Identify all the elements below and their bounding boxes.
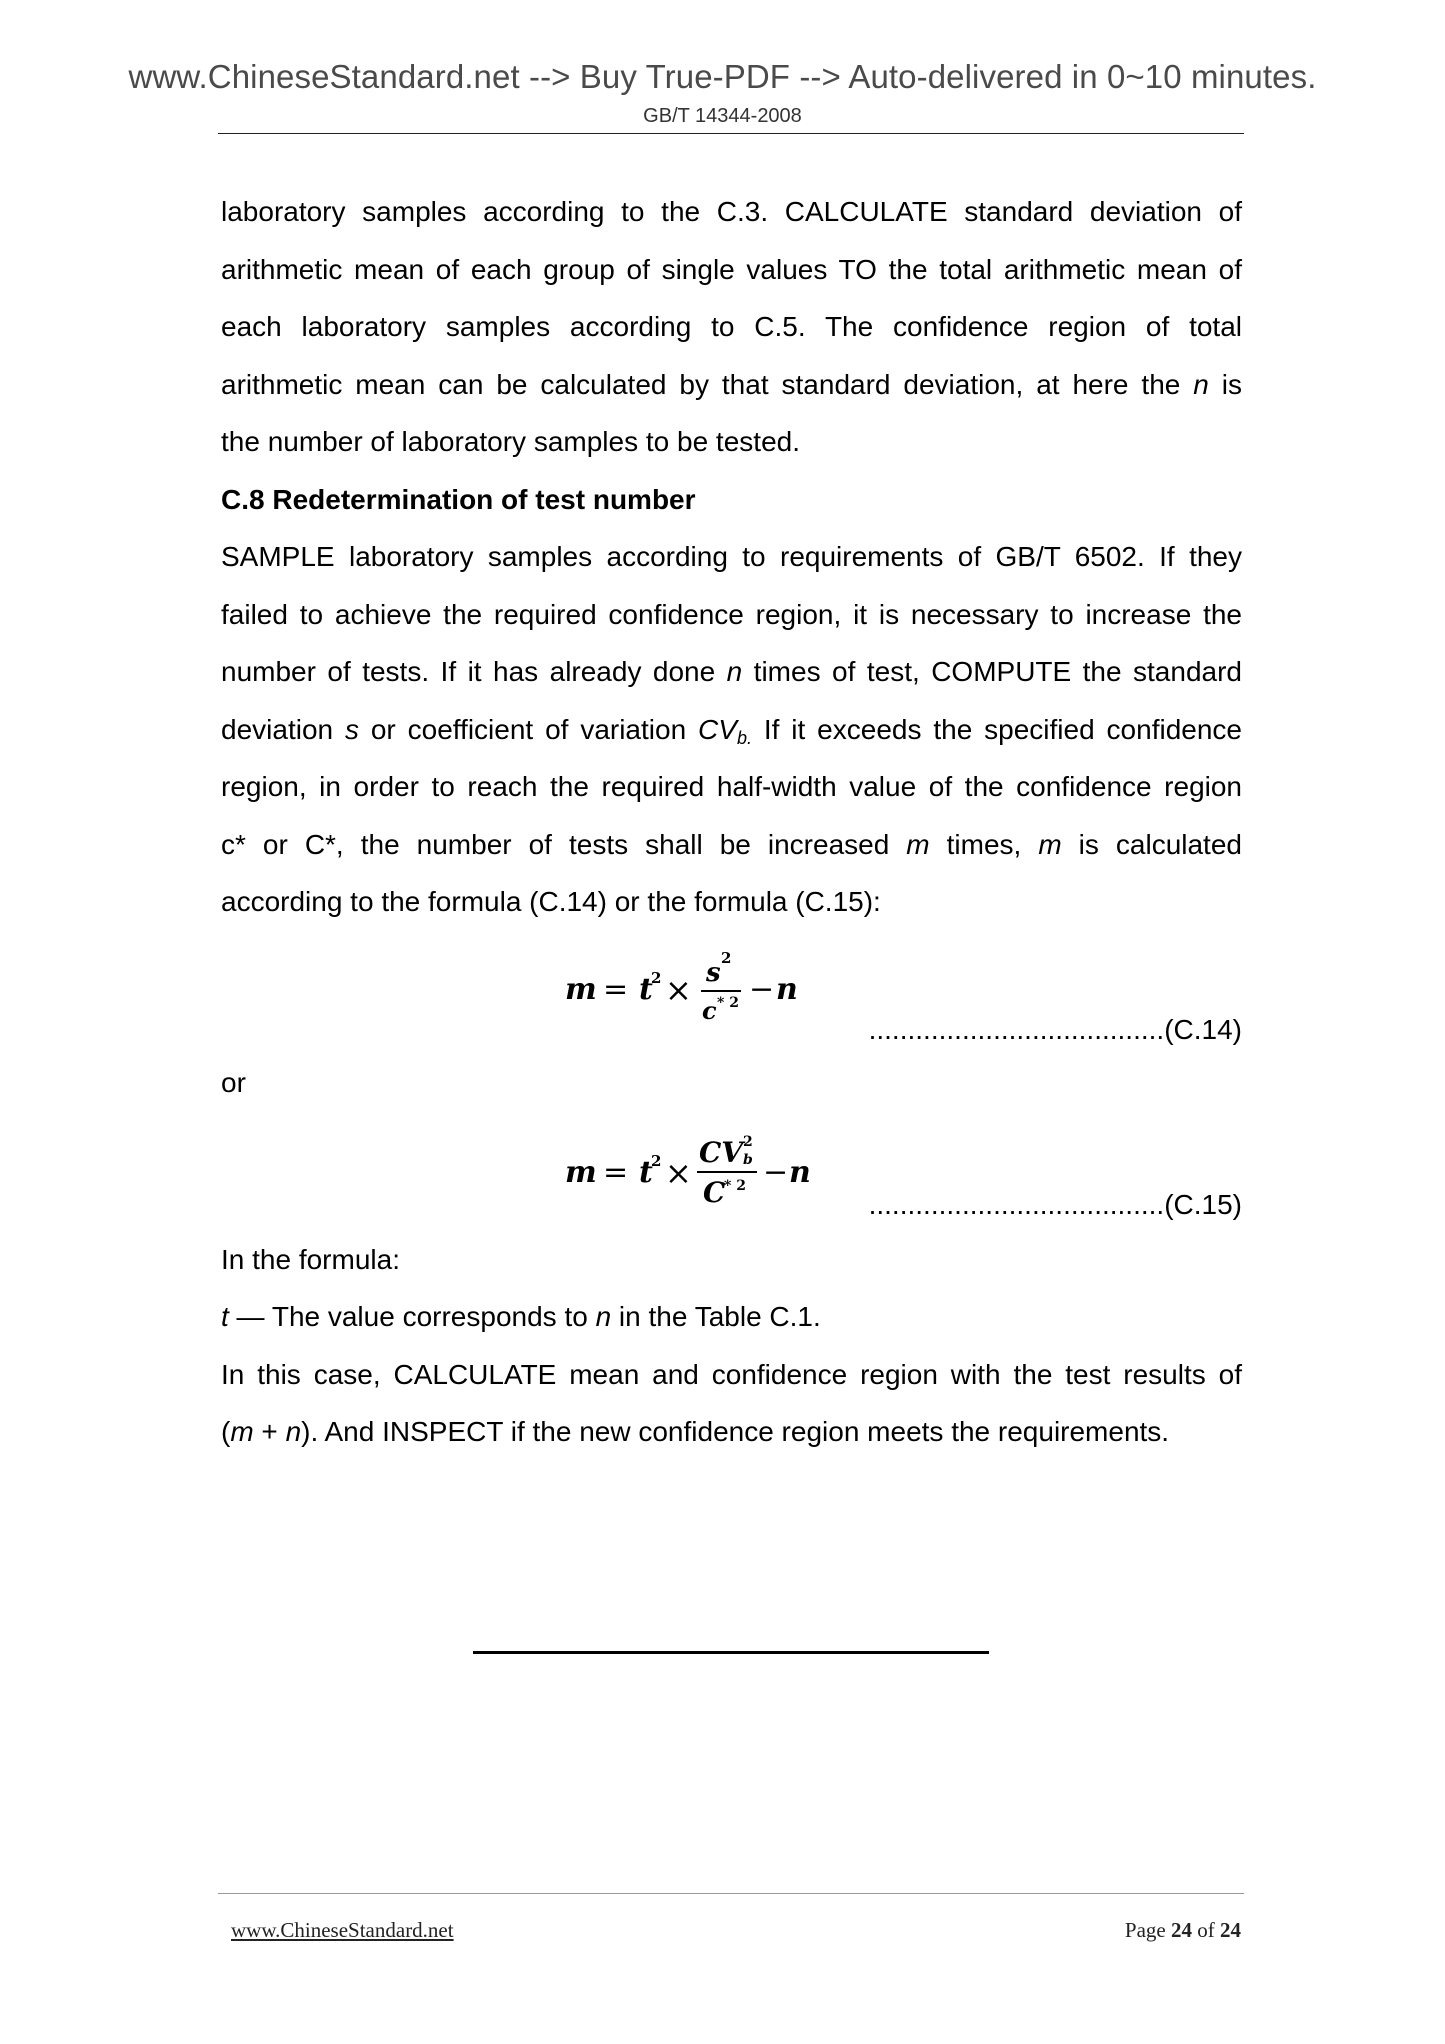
svg-text:2: 2 bbox=[651, 1151, 662, 1170]
text-line: (m + n). And INSPECT if the new confidence region meets the requirements. bbox=[221, 1416, 1170, 1447]
where-intro: In the formula: bbox=[221, 1243, 400, 1275]
text-line: arithmetic mean can be calculated by that standard deviation, at here the n is bbox=[221, 368, 1243, 400]
text-line: failed to achieve the required confidence region, it is necessary to increase the bbox=[221, 598, 1242, 630]
text-line: region, in order to reach the required half-width value of the confidence region bbox=[221, 771, 1242, 802]
formula-c15-label: ......................................(C.15) bbox=[868, 1188, 1242, 1220]
svg-text:n: n bbox=[789, 1154, 811, 1190]
header-divider bbox=[218, 133, 1244, 134]
svg-text:−: − bbox=[763, 1154, 789, 1190]
text-line: SAMPLE laboratory samples according to requirements of GB/T 6502. If they bbox=[221, 541, 1242, 572]
text-line: c* or C*, the number of tests shall be increased m times, m is calculated bbox=[221, 828, 1242, 860]
svg-text:=: = bbox=[603, 971, 629, 1007]
svg-text:×: × bbox=[665, 1153, 692, 1192]
standard-code: GB/T 14344-2008 bbox=[643, 105, 802, 127]
text-line: laboratory samples according to the C.3. CALCULATE standard deviation of bbox=[221, 196, 1242, 227]
svg-text:×: × bbox=[665, 970, 692, 1009]
svg-text:2: 2 bbox=[743, 1133, 753, 1150]
svg-text:c: c bbox=[702, 995, 717, 1025]
text-line: the number of laboratory samples to be tested. bbox=[221, 426, 800, 457]
paragraph-calculation bbox=[221, 183, 1242, 471]
svg-text:m: m bbox=[565, 1154, 597, 1190]
svg-text:CV: CV bbox=[699, 1135, 744, 1169]
svg-text:−: − bbox=[749, 971, 775, 1007]
formula-c15-expression bbox=[561, 1114, 861, 1224]
svg-text:t: t bbox=[639, 971, 653, 1007]
page-number: Page 24 of 24 bbox=[1124, 1918, 1241, 1942]
text-line: In this case, CALCULATE mean and confidence region with the test results of bbox=[221, 1358, 1242, 1390]
footer-site-link[interactable]: www.ChineseStandard.net bbox=[231, 1918, 454, 1942]
document-body bbox=[221, 183, 1242, 1461]
paragraph-inspection bbox=[221, 1346, 1242, 1461]
footer-divider bbox=[218, 1893, 1244, 1894]
svg-text:n: n bbox=[776, 971, 798, 1007]
svg-text:m: m bbox=[565, 971, 597, 1007]
section-heading: C.8 Redetermination of test number bbox=[221, 483, 696, 515]
svg-text:C: C bbox=[703, 1175, 726, 1209]
site-banner: www.ChineseStandard.net --> Buy True-PDF --> Auto-delivered in 0~10 minutes. bbox=[128, 58, 1317, 95]
text-line: arithmetic mean of each group of single values TO the total arithmetic mean of bbox=[221, 253, 1242, 285]
svg-text:* 2: * 2 bbox=[724, 1177, 746, 1194]
formula-c15 bbox=[221, 1114, 1242, 1229]
paragraph-redetermination bbox=[221, 528, 1242, 931]
svg-text:b: b bbox=[743, 1151, 753, 1168]
where-t-definition: t — The value corresponds to n in the Table C.1. bbox=[221, 1301, 821, 1332]
text-line: according to the formula (C.14) or the formula (C.15): bbox=[221, 886, 881, 917]
svg-text:* 2: * 2 bbox=[717, 994, 739, 1011]
text-line: each laboratory samples according to C.5. The confidence region of total bbox=[221, 311, 1242, 342]
formula-c14 bbox=[221, 939, 1242, 1054]
text-line: deviation s or coefficient of variation $CV_{b.}$ If it exceeds the specified confidence bbox=[221, 713, 1242, 748]
text-line: number of tests. If it has already done n times of test, COMPUTE the standard bbox=[221, 656, 1242, 687]
end-of-document-rule bbox=[473, 1651, 989, 1654]
svg-text:=: = bbox=[603, 1154, 629, 1190]
svg-text:2: 2 bbox=[651, 968, 662, 987]
svg-text:2: 2 bbox=[721, 948, 732, 967]
svg-text:t: t bbox=[639, 1154, 653, 1190]
formula-c14-label: ......................................(C.14) bbox=[868, 1013, 1242, 1045]
formula-c14-expression bbox=[561, 939, 861, 1049]
svg-text:s: s bbox=[706, 957, 721, 988]
or-text: or bbox=[221, 1066, 246, 1098]
